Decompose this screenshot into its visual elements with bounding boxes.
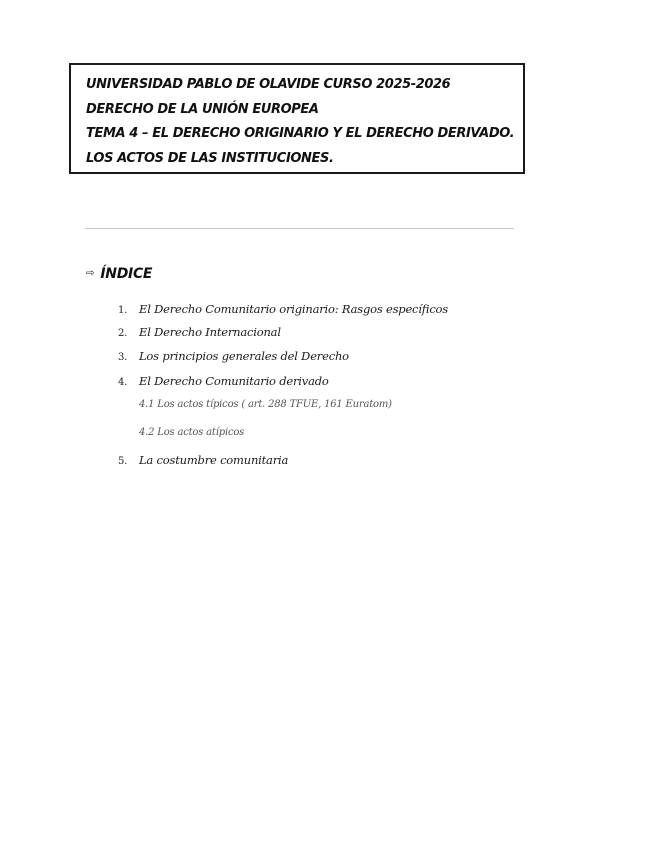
toc-item-label: La costumbre comunitaria — [139, 453, 289, 467]
header-university-line: UNIVERSIDAD PABLO DE OLAVIDE CURSO 2025-2026 — [86, 77, 451, 92]
toc-item-5 — [118, 453, 288, 467]
toc-item-label: Los principios generales del Derecho — [139, 349, 349, 363]
arrow-icon: ⇨ — [86, 268, 95, 279]
toc-item-number: 5. — [118, 456, 128, 467]
index-heading — [86, 266, 152, 282]
header-topic-line: TEMA 4 – EL DERECHO ORIGINARIO Y EL DERECHO DERIVADO. — [86, 126, 515, 141]
toc-item-number: 4. — [118, 377, 128, 388]
toc-item-label: El Derecho Comunitario originario: Rasgos específicos — [139, 302, 448, 316]
toc-item-4 — [118, 374, 329, 388]
toc-subitem-4-1: 4.1 Los actos típicos ( art. 288 TFUE, 161 Euratom) — [139, 399, 392, 410]
document-header-box — [69, 63, 525, 174]
toc-item-number: 3. — [118, 352, 128, 363]
toc-item-label: El Derecho Internacional — [139, 325, 281, 339]
header-subtopic-line: LOS ACTOS DE LAS INSTITUCIONES. — [86, 150, 334, 166]
index-title: ÍNDICE — [100, 266, 153, 282]
toc-item-1 — [118, 302, 448, 316]
toc-item-number: 1. — [118, 305, 128, 316]
toc-item-2 — [118, 325, 281, 339]
toc-subitem-4-2: 4.2 Los actos atípicos — [139, 427, 245, 438]
horizontal-divider — [85, 228, 514, 229]
toc-item-label: El Derecho Comunitario derivado — [139, 374, 329, 388]
toc-item-number: 2. — [118, 328, 128, 339]
header-subject-line: DERECHO DE LA UNIÓN EUROPEA — [86, 101, 319, 117]
toc-item-3 — [118, 349, 349, 363]
